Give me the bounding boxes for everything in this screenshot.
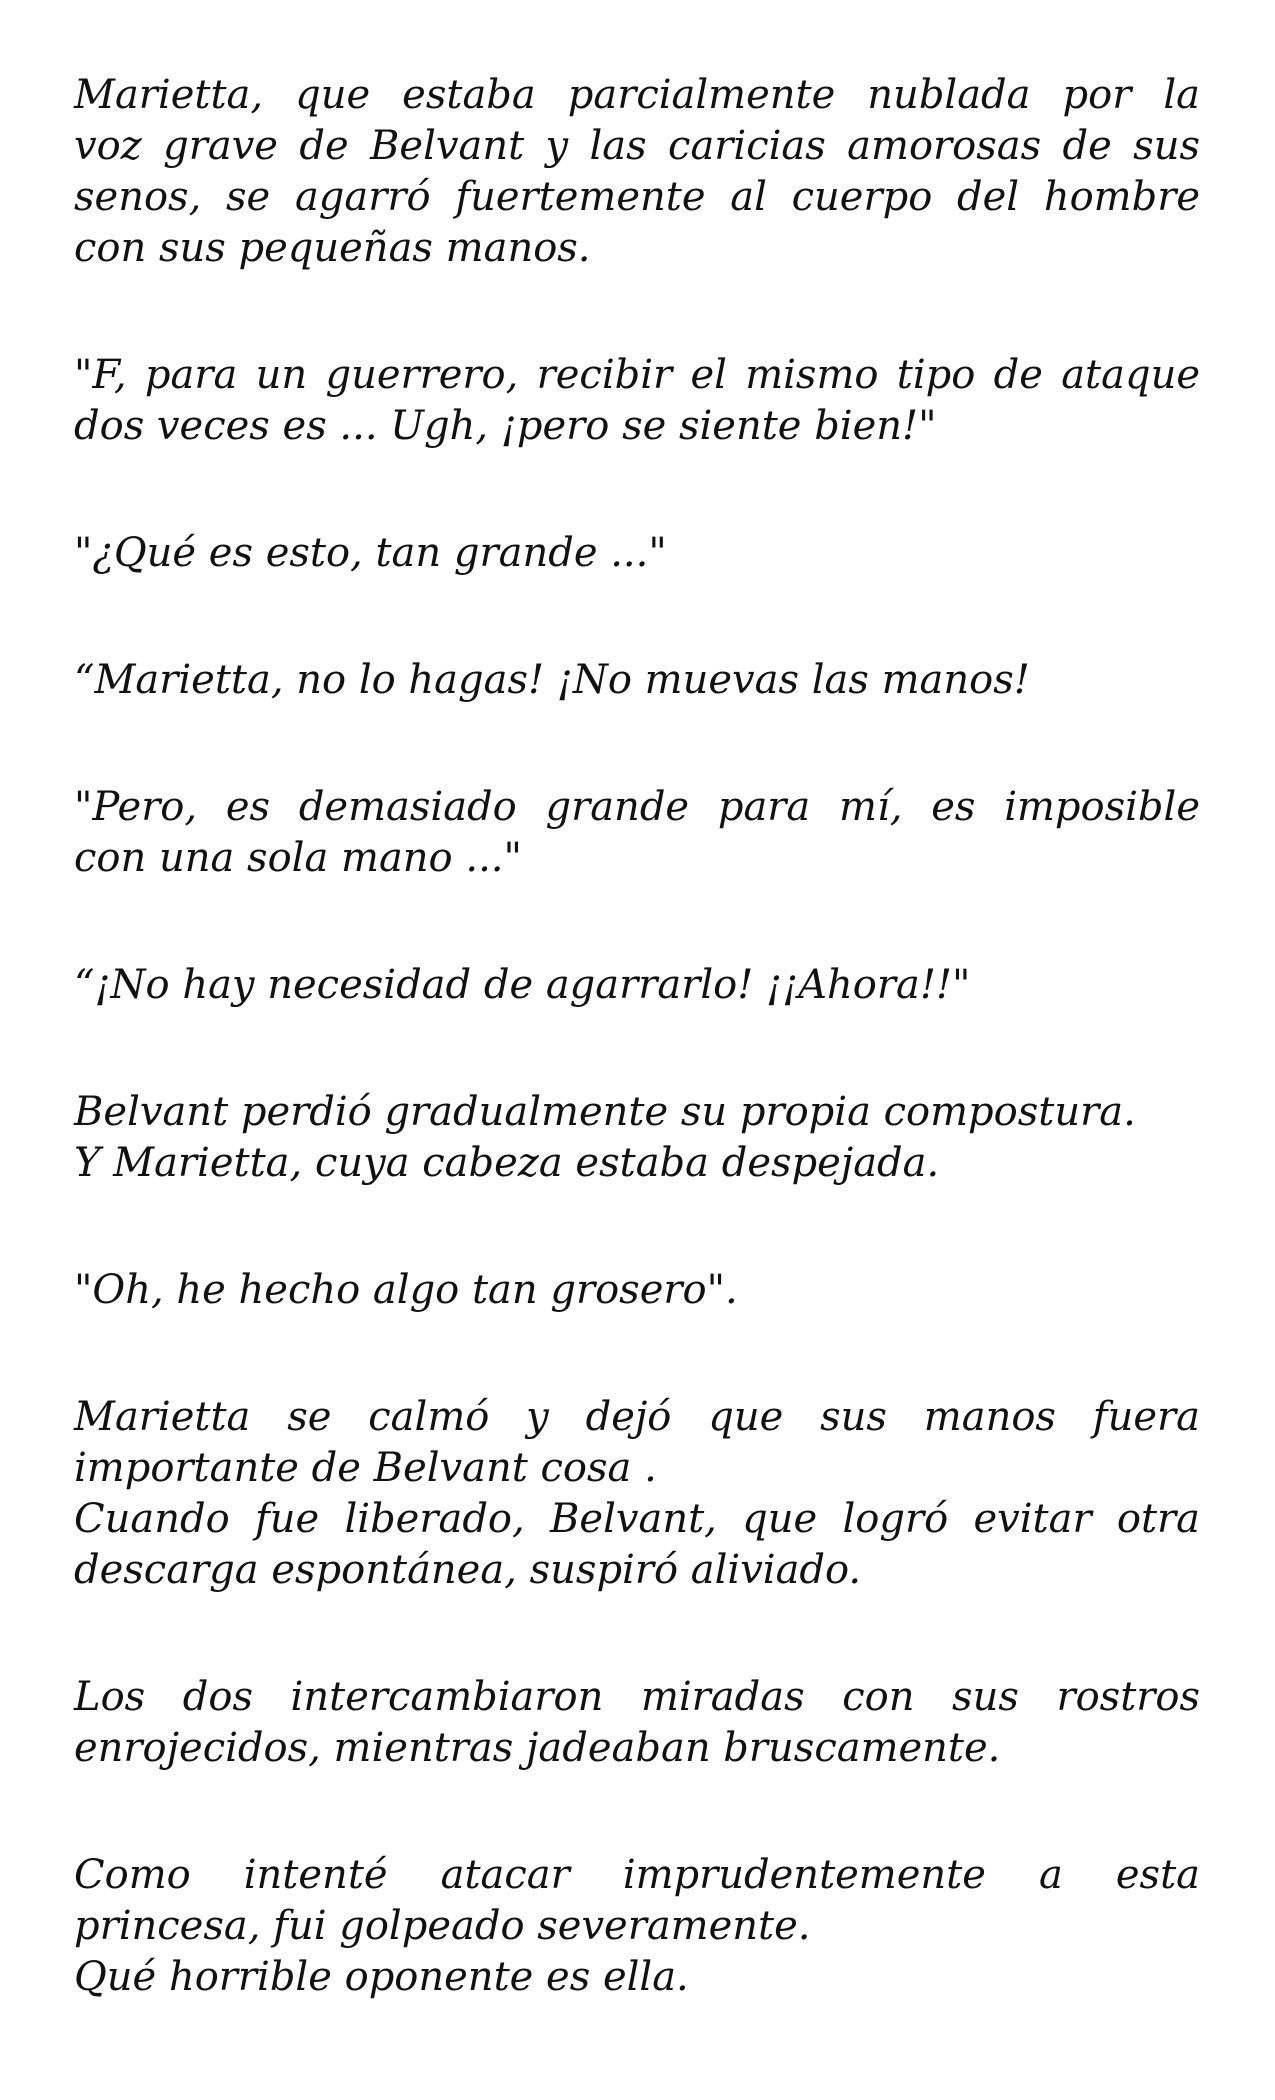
text-line: Qué horrible oponente es ella. xyxy=(74,1954,689,2000)
text-line: "¿Qué es esto, tan grande ..." xyxy=(74,530,667,576)
text-line: “Marietta, no lo hagas! ¡No muevas las manos! xyxy=(74,657,1030,703)
text-line: Y Marietta, cuya cabeza estaba despejada. xyxy=(74,1140,940,1186)
paragraph xyxy=(74,1087,1200,1189)
text-line: Marietta se calmó y dejó que sus manos fuera xyxy=(74,1394,1200,1440)
paragraph xyxy=(74,960,1200,1011)
text-line: Como intenté atacar imprudentemente a esta xyxy=(74,1852,1200,1898)
text-line: "Pero, es demasiado grande para mí, es imposible xyxy=(74,784,1200,830)
document-page xyxy=(74,70,1200,2003)
paragraph xyxy=(74,350,1200,452)
text-line: enrojecidos, mientras jadeaban bruscamente. xyxy=(74,1725,1001,1771)
text-line: Marietta, que estaba parcialmente nublada por la xyxy=(74,72,1200,118)
paragraph xyxy=(74,782,1200,884)
text-line: "F, para un guerrero, recibir el mismo tipo de ataque xyxy=(74,352,1200,398)
paragraph xyxy=(74,1672,1200,1774)
text-line: Los dos intercambiaron miradas con sus rostros xyxy=(74,1674,1200,1720)
paragraph xyxy=(74,1850,1200,2003)
text-line: con una sola mano ..." xyxy=(74,835,522,881)
text-line: Belvant perdió gradualmente su propia compostura. xyxy=(74,1089,1136,1135)
paragraph xyxy=(74,655,1200,706)
paragraph xyxy=(74,528,1200,579)
text-line: descarga espontánea, suspiró aliviado. xyxy=(74,1547,862,1593)
text-line: “¡No hay necesidad de agarrarlo! ¡¡Ahora!!" xyxy=(74,962,971,1008)
text-line: princesa, fui golpeado severamente. xyxy=(74,1903,811,1949)
text-line: voz grave de Belvant y las caricias amorosas de sus xyxy=(74,123,1200,169)
text-line: Cuando fue liberado, Belvant, que logró evitar otra xyxy=(74,1496,1200,1542)
text-line: dos veces es ... Ugh, ¡pero se siente bien!" xyxy=(74,403,937,449)
paragraph xyxy=(74,70,1200,274)
paragraph xyxy=(74,1265,1200,1316)
text-line: senos, se agarró fuertemente al cuerpo del hombre xyxy=(74,174,1200,220)
text-line: "Oh, he hecho algo tan grosero". xyxy=(74,1267,738,1313)
text-line: con sus pequeñas manos. xyxy=(74,225,591,271)
paragraph xyxy=(74,1392,1200,1596)
text-line: importante de Belvant cosa . xyxy=(74,1445,657,1491)
